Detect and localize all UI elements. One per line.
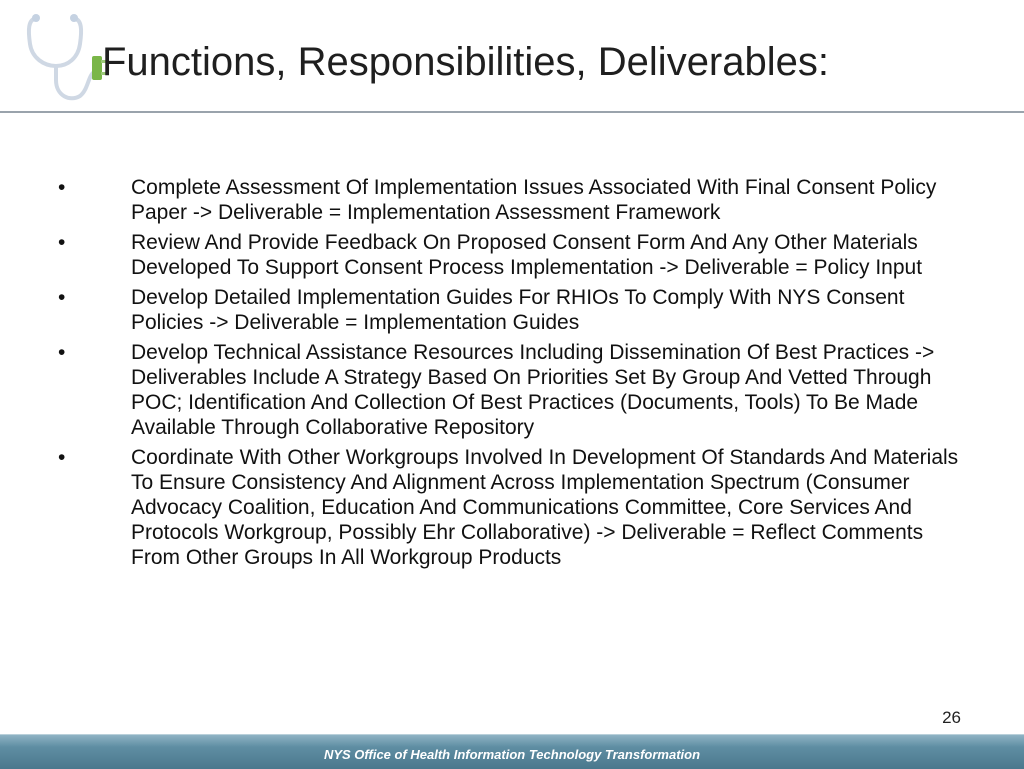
bullet-text: Develop Technical Assistance Resources Including Dissemination Of Best Practices -> Deliverables Include A Strategy Based On Priorities Set By Group And Vetted Through POC; Identification And Collection Of Best Practices (Documents, Tools) To Be Made Available Through Collaborative Repository: [131, 341, 935, 439]
bullet-icon: •: [58, 176, 66, 199]
list-item: [0, 230, 1024, 280]
bullet-icon: •: [58, 341, 66, 364]
footer-text: NYS Office of Health Information Technology Transformation: [323, 747, 701, 762]
footer-bar: [0, 734, 1024, 769]
title-divider: [0, 111, 1024, 113]
bullet-text: Review And Provide Feedback On Proposed Consent Form And Any Other Materials Developed To Support Consent Process Implementation -> Deliverable = Policy Input: [131, 231, 923, 279]
bullet-text: Develop Detailed Implementation Guides For RHIOs To Comply With NYS Consent Policies -> Deliverable = Implementation Guides: [131, 286, 905, 334]
page-number: 26: [942, 708, 961, 727]
bullet-icon: •: [58, 286, 66, 309]
stethoscope-plug-icon: [22, 10, 112, 110]
slide-title: Functions, Responsibilities, Deliverables:: [102, 40, 829, 84]
list-item: [0, 340, 1024, 440]
list-item: [0, 445, 1024, 570]
bullet-icon: •: [58, 231, 66, 254]
list-item: [0, 175, 1024, 225]
bullet-list: [0, 175, 1024, 575]
bullet-text: Coordinate With Other Workgroups Involved In Development Of Standards And Materials To Ensure Consistency And Alignment Across Implementation Spectrum (Consumer Advocacy Coalition, Education And Communications Committee, Core Services And Protocols Workgroup, Possibly Ehr Collaborative) -> Deliverable = Reflect Comments From Other Groups In All Workgroup Products: [131, 446, 959, 569]
list-item: [0, 285, 1024, 335]
bullet-text: Complete Assessment Of Implementation Issues Associated With Final Consent Policy Paper -> Deliverable = Implementation Assessment Framework: [131, 176, 937, 224]
bullet-icon: •: [58, 446, 66, 469]
